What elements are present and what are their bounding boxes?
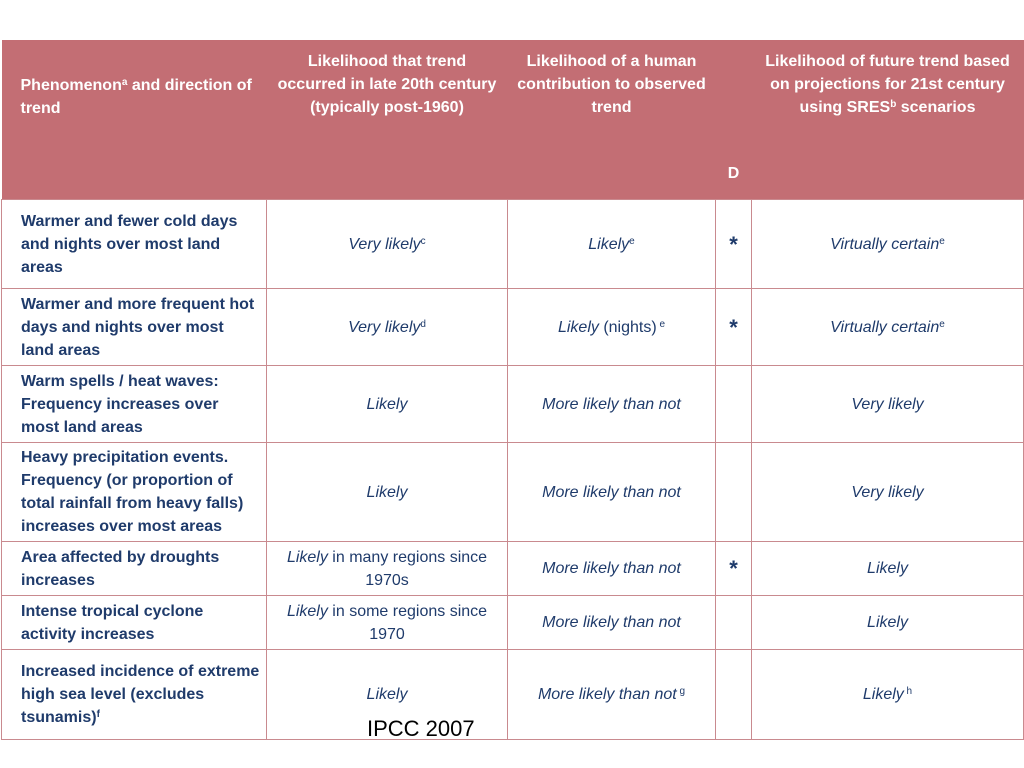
human-contribution-term: More likely than not (542, 614, 681, 631)
human-contribution-cell (508, 596, 716, 650)
future-trend-term: Very likely (851, 483, 924, 501)
trend-likelihood-term: Very likely (348, 235, 421, 253)
table-row (2, 366, 1024, 443)
header-trend-likelihood: Likelihood that trend occurred in late 20th century (typically post-1960) (267, 40, 508, 200)
table-body (2, 200, 1024, 740)
future-trend-cell (752, 289, 1024, 366)
d-marker: * (729, 556, 738, 581)
human-contribution-cell (508, 650, 716, 740)
future-trend-term: Likely (862, 686, 904, 703)
trend-likelihood-term: Likely (286, 548, 328, 566)
header-future-trend: Likelihood of future trend based on projections for 21st century using SRES$^b$ scenarios (752, 40, 1024, 200)
phenomenon-text: Warmer and more frequent hot days and nights over most land areas (21, 295, 255, 359)
future-trend-cell (752, 443, 1024, 542)
trend-likelihood-qualifier: in some regions since 1970 (327, 602, 488, 643)
table-row (2, 650, 1024, 740)
future-trend-term: Likely (867, 614, 908, 631)
human-contribution-footnote: e (656, 318, 666, 330)
phenomenon-cell (2, 289, 267, 366)
human-contribution-cell (508, 289, 716, 366)
trend-likelihood-term: Likely (366, 395, 408, 413)
human-contribution-term: Likely (588, 235, 630, 253)
phenomenon-text: Area affected by droughts increases (21, 548, 220, 589)
phenomenon-cell (2, 443, 267, 542)
future-trend-footnote: e (939, 235, 945, 247)
trend-likelihood-cell (267, 289, 508, 366)
human-contribution-term: More likely than not (542, 560, 681, 577)
phenomenon-footnote: f (96, 709, 100, 720)
human-contribution-term: More likely than not (542, 395, 681, 413)
d-marker-cell (716, 366, 752, 443)
table-row (2, 542, 1024, 596)
d-marker-cell (716, 650, 752, 740)
human-contribution-term: More likely than not (542, 483, 681, 501)
human-contribution-footnote: g (676, 686, 686, 697)
d-marker: * (729, 231, 738, 257)
future-trend-cell (752, 650, 1024, 740)
phenomenon-cell (2, 596, 267, 650)
table-row (2, 200, 1024, 289)
d-marker-cell (716, 596, 752, 650)
future-trend-term: Very likely (851, 395, 924, 413)
future-trend-term: Virtually certain (830, 235, 940, 253)
table-row (2, 443, 1024, 542)
future-trend-cell (752, 542, 1024, 596)
d-marker-cell (716, 289, 752, 366)
human-contribution-cell (508, 200, 716, 289)
extremes-likelihood-table (1, 40, 1024, 740)
phenomenon-cell (2, 200, 267, 289)
trend-likelihood-term: Very likely (348, 318, 421, 336)
phenomenon-text: Increased incidence of extreme high sea level (excludes tsunamis) (21, 663, 260, 726)
future-trend-cell (752, 596, 1024, 650)
human-contribution-term: More likely than not (537, 686, 677, 703)
future-trend-footnote: e (939, 318, 945, 330)
trend-likelihood-term: Likely (286, 602, 328, 620)
trend-likelihood-qualifier: in many regions since 1970s (327, 548, 488, 589)
phenomenon-text: Warm spells / heat waves: Frequency increases over most land areas (21, 372, 219, 436)
phenomenon-cell (2, 650, 267, 740)
trend-likelihood-cell (267, 596, 508, 650)
phenomenon-text: Intense tropical cyclone activity increases (21, 602, 204, 643)
human-contribution-cell (508, 366, 716, 443)
trend-likelihood-footnote: d (420, 318, 426, 330)
trend-likelihood-cell (267, 542, 508, 596)
header-d: D (716, 40, 752, 200)
human-contribution-qualifier: (nights) (598, 318, 657, 336)
trend-likelihood-cell (267, 443, 508, 542)
source-caption: IPCC 2007 (367, 716, 475, 741)
future-trend-cell (752, 366, 1024, 443)
human-contribution-cell (508, 542, 716, 596)
future-trend-term: Likely (867, 560, 908, 577)
header-human-contribution: Likelihood of a human contribution to observed trend (508, 40, 716, 200)
table-row (2, 289, 1024, 366)
trend-likelihood-cell (267, 200, 508, 289)
phenomenon-cell (2, 366, 267, 443)
table-row (2, 596, 1024, 650)
trend-likelihood-footnote: c (420, 235, 426, 247)
human-contribution-cell (508, 443, 716, 542)
future-trend-footnote: h (903, 686, 913, 697)
trend-likelihood-term: Likely (366, 483, 408, 501)
future-trend-term: Virtually certain (830, 318, 940, 336)
human-contribution-footnote: e (629, 235, 635, 247)
d-marker: * (729, 314, 738, 340)
d-marker-cell (716, 443, 752, 542)
human-contribution-term: Likely (557, 318, 599, 336)
phenomenon-text: Warmer and fewer cold days and nights over most land areas (21, 212, 238, 276)
table-header (2, 40, 1024, 200)
future-trend-cell (752, 200, 1024, 289)
d-marker-cell (716, 200, 752, 289)
phenomenon-cell (2, 542, 267, 596)
trend-likelihood-cell (267, 366, 508, 443)
phenomenon-text: Heavy precipitation events. Frequency (or proportion of total rainfall from heavy falls) increases over most areas (21, 449, 244, 535)
header-phenomenon: Phenomenon$^a$ and direction of trend (2, 40, 267, 200)
d-marker-cell (716, 542, 752, 596)
trend-likelihood-term: Likely (366, 686, 408, 703)
